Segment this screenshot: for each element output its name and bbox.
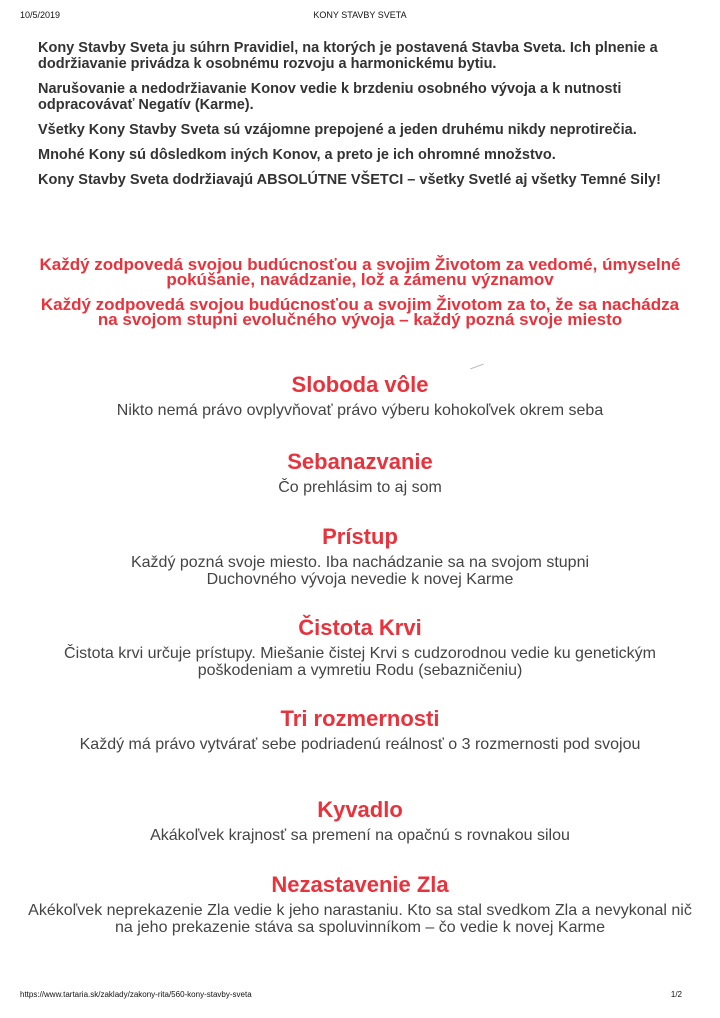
- intro-paragraph: Mnohé Kony sú dôsledkom iných Konov, a preto je ich ohromné množstvo.: [38, 147, 556, 163]
- stray-mark: [470, 364, 483, 370]
- law-text: Každý pozná svoje miesto. Iba nachádzanie sa na svojom stupni Duchovného vývoja nevedie k novej Karme: [130, 554, 590, 588]
- law-title: Sloboda vôle: [291, 372, 429, 397]
- law-text: Čistota krvi určuje prístupy. Miešanie čistej Krvi s cudzorodnou vedie ku genetickým poškodeniam a vymretiu Rodu (sebazničeniu): [64, 645, 656, 679]
- law-title: Sebanazvanie: [287, 449, 433, 474]
- intro-paragraph: Kony Stavby Sveta dodržiavajú ABSOLÚTNE VŠETCI – všetky Svetlé aj všetky Temné Sily!: [38, 172, 661, 188]
- law-section: [20, 706, 700, 753]
- law-title: Čistota Krvi: [298, 615, 422, 640]
- intro-block: [38, 40, 678, 197]
- print-page-number: 1/2: [670, 990, 682, 999]
- intro-paragraph: Narušovanie a nedodržiavanie Konov vedie k brzdeniu osobného vývoja a k nutnosti odpracovávať Negatív (Karme).: [38, 81, 622, 113]
- intro-paragraph: Všetky Kony Stavby Sveta sú vzájomne prepojené a jeden druhému nikdy neprotirečia.: [38, 122, 637, 138]
- law-title: Nezastavenie Zla: [271, 872, 449, 897]
- law-text: Čo prehlásim to aj som: [278, 479, 442, 496]
- law-text: Každý má právo vytvárať sebe podriadenú reálnosť o 3 rozmernosti pod svojou: [79, 736, 641, 753]
- law-text: Akékoľvek neprekazenie Zla vedie k jeho narastaniu. Kto sa stal svedkom Zla a nevykonal nič na jeho prekazenie stáva sa spoluvinníkom – čo vedie k novej Karme: [28, 902, 692, 936]
- law-text: Nikto nemá právo ovplyvňovať právo výberu kohokoľvek okrem seba: [116, 402, 604, 419]
- print-date: 10/5/2019: [20, 10, 61, 20]
- print-url: https://www.tartaria.sk/zaklady/zakony-rita/560-kony-stavby-sveta: [20, 990, 252, 999]
- law-section: [20, 797, 700, 844]
- law-section: [20, 372, 700, 419]
- law-section: [20, 615, 700, 679]
- law-section: [20, 524, 700, 588]
- warning-statement: Každý zodpovedá svojou budúcnosťou a svojim Životom za vedomé, úmyselné pokúšanie, navádzanie, lož a zámenu významov: [39, 255, 681, 289]
- warning-statement: Každý zodpovedá svojou budúcnosťou a svojim Životom za to, že sa nachádza na svojom stupni evolučného vývoja – každý pozná svoje miesto: [40, 295, 680, 329]
- law-text: Akákoľvek krajnosť sa premení na opačnú s rovnakou silou: [150, 827, 570, 844]
- print-title: KONY STAVBY SVETA: [313, 10, 407, 20]
- law-section: [20, 449, 700, 496]
- law-title: Kyvadlo: [317, 797, 403, 822]
- intro-paragraph: Kony Stavby Sveta ju súhrn Pravidiel, na ktorých je postavená Stavba Sveta. Ich plnenie a dodržiavanie privádza k osobnému rozvoju a harmonickému bytiu.: [38, 40, 658, 72]
- law-title: Tri rozmernosti: [280, 706, 440, 731]
- law-title: Prístup: [322, 524, 398, 549]
- law-section: [20, 872, 700, 936]
